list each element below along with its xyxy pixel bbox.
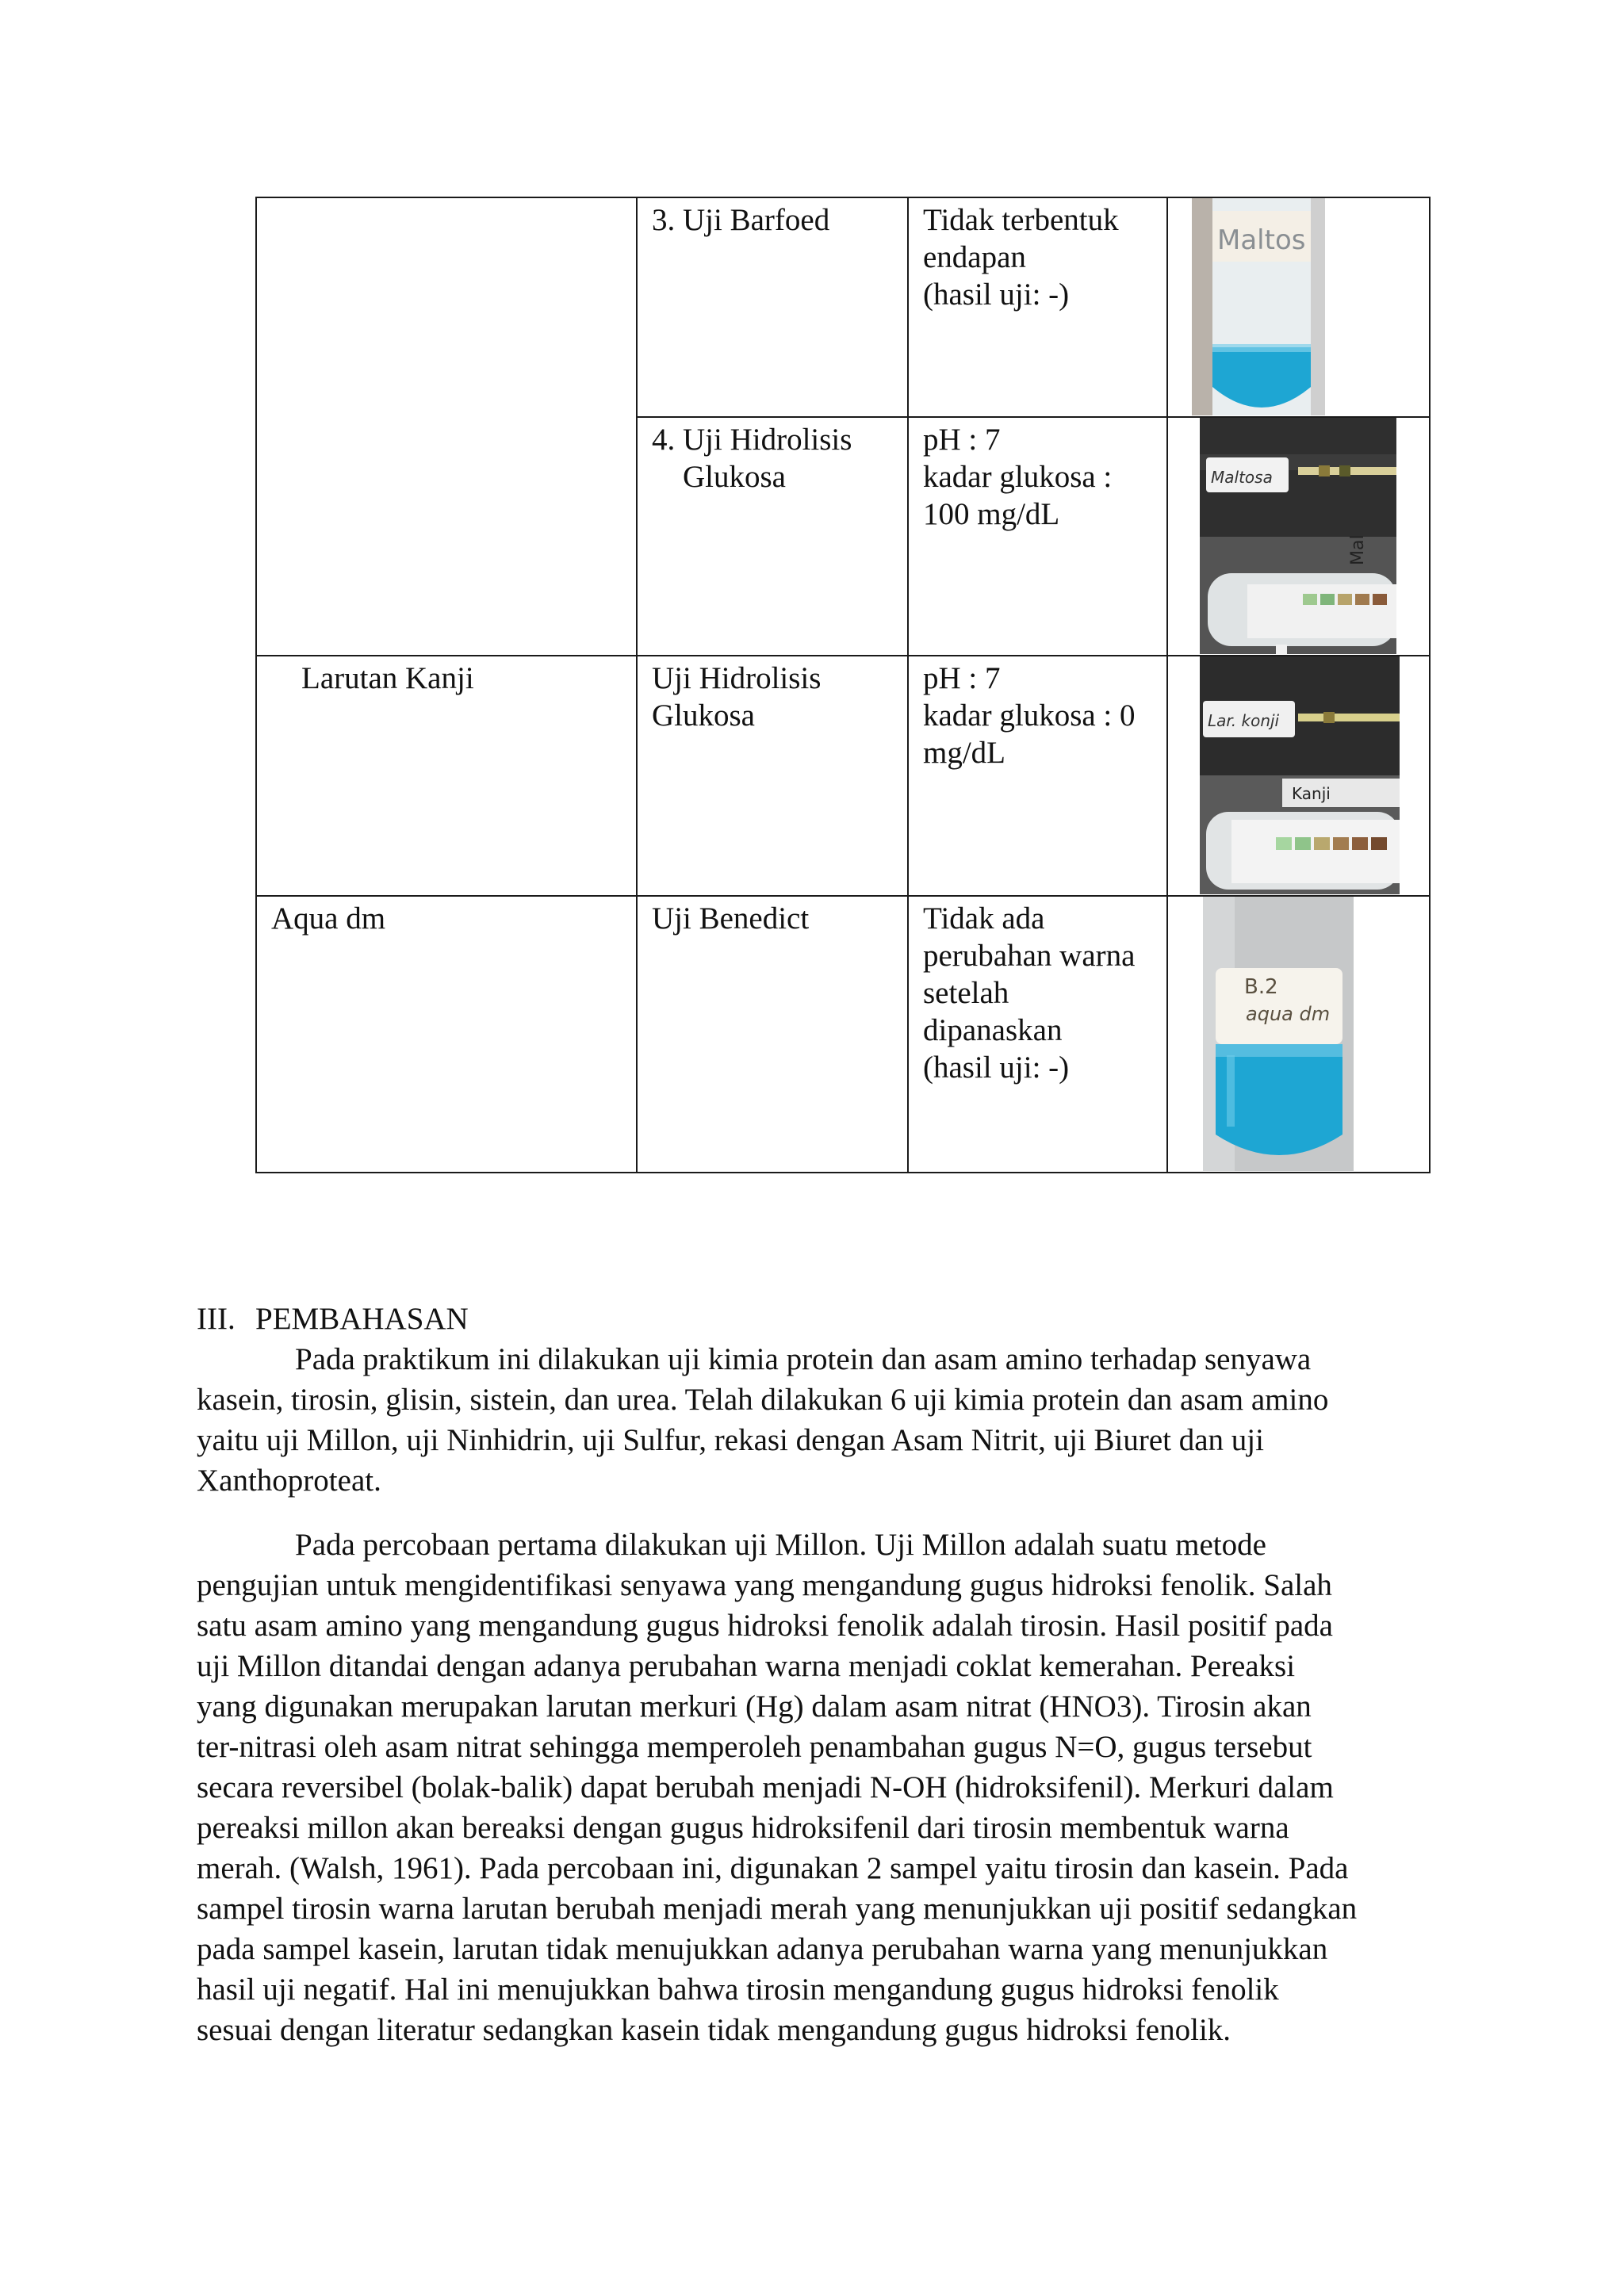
result-cell — [908, 656, 1167, 896]
test-number: 4. — [652, 423, 676, 457]
text-line: sampel tirosin warna larutan berubah menjadi merah yang menunjukkan uji positif sedangkan — [197, 1892, 1358, 1926]
tube-label-text: aqua dm — [1246, 1003, 1331, 1025]
text-line: secara reversibel (bolak-balik) dapat berubah menjadi N-OH (hidroksifenil). Merkuri dalam — [197, 1770, 1334, 1804]
test-tube-photo-aqua-dm-benedict — [1203, 897, 1354, 1171]
text-line: pengujian untuk mengidentifikasi senyawa yang mengandung gugus hidroksi fenolik. Salah — [197, 1568, 1332, 1602]
section-title: PEMBAHASAN — [255, 1302, 469, 1336]
result-cell — [908, 896, 1167, 1173]
result-line: mg/dL — [923, 736, 1005, 770]
photo-cell — [1167, 197, 1430, 417]
strip-label-text-2: Mal — [1348, 534, 1368, 565]
test-name: Uji Barfoed — [683, 203, 830, 237]
strip-label-text: Lar. konji — [1208, 711, 1280, 730]
result-line: dipanaskan — [923, 1013, 1063, 1047]
text-line: pereaksi millon akan bereaksi dengan gugus hidroksifenil dari tirosin membentuk warna — [197, 1811, 1289, 1845]
glucose-strip-photo-maltosa — [1200, 418, 1396, 654]
text-line: Pada percobaan pertama dilakukan uji Millon. Uji Millon adalah suatu metode — [295, 1528, 1266, 1562]
text-line: kasein, tirosin, glisin, sistein, dan urea. Telah dilakukan 6 uji kimia protein dan asam amino — [197, 1383, 1329, 1417]
section-number: III. — [197, 1302, 236, 1336]
result-cell — [908, 417, 1167, 656]
tube-label-text: B.2 — [1244, 975, 1278, 999]
sample-name: Aqua dm — [271, 901, 386, 936]
result-line: kadar glukosa : 0 — [923, 698, 1136, 733]
discussion-paragraph-2 — [197, 1525, 1431, 2050]
table-row — [256, 197, 1430, 417]
glucose-strip-photo-kanji — [1200, 656, 1400, 894]
test-cell — [637, 197, 908, 417]
test-number: 3. — [652, 203, 676, 237]
result-line: pH : 7 — [923, 423, 1001, 457]
result-line: 100 mg/dL — [923, 497, 1060, 531]
discussion-section — [197, 1299, 1431, 2050]
test-name-line: Uji Hidrolisis — [683, 423, 852, 457]
result-line: Tidak terbentuk — [923, 203, 1119, 237]
photo-cell — [1167, 896, 1430, 1173]
result-cell — [908, 197, 1167, 417]
sample-name — [257, 198, 636, 201]
result-line: (hasil uji: -) — [923, 277, 1070, 312]
result-line: endapan — [923, 240, 1026, 274]
test-name-line: Glukosa — [652, 698, 755, 733]
photo-cell — [1167, 656, 1430, 896]
result-line: (hasil uji: -) — [923, 1050, 1070, 1085]
sample-cell — [256, 197, 637, 656]
table-row — [256, 656, 1430, 896]
result-line: perubahan warna — [923, 939, 1136, 973]
text-line: satu asam amino yang mengandung gugus hidroksi fenolik adalah tirosin. Hasil positif pada — [197, 1609, 1333, 1643]
test-name-line: Glukosa — [683, 460, 786, 494]
text-line: yang digunakan merupakan larutan merkuri (Hg) dalam asam nitrat (HNO3). Tirosin akan — [197, 1689, 1312, 1724]
tube-label-text: Maltos — [1217, 224, 1306, 256]
sample-cell — [256, 656, 637, 896]
text-line: uji Millon ditandai dengan adanya perubahan warna menjadi coklat kemerahan. Pereaksi — [197, 1649, 1296, 1683]
test-name: Uji Benedict — [652, 901, 810, 936]
text-line: Xanthoproteat. — [197, 1464, 381, 1498]
result-line: pH : 7 — [923, 661, 1001, 695]
result-line: kadar glukosa : — [923, 460, 1113, 494]
strip-label-text-2: Kanji — [1292, 784, 1331, 803]
test-name-line: Uji Hidrolisis — [652, 661, 822, 695]
test-cell — [637, 896, 908, 1173]
test-cell — [637, 417, 908, 656]
text-line: Pada praktikum ini dilakukan uji kimia protein dan asam amino terhadap senyawa — [295, 1342, 1312, 1376]
text-line: pada sampel kasein, larutan tidak menujukkan adanya perubahan warna yang menunjukkan — [197, 1932, 1328, 1966]
text-line: ter-nitrasi oleh asam nitrat sehingga memperoleh penambahan gugus N=O, gugus tersebut — [197, 1730, 1312, 1764]
text-line: sesuai dengan literatur sedangkan kasein tidak mengandung gugus hidroksi fenolik. — [197, 2013, 1231, 2047]
text-line: hasil uji negatif. Hal ini menujukkan bahwa tirosin mengandung gugus hidroksi fenolik — [197, 1973, 1279, 2007]
strip-label-text: Maltosa — [1211, 468, 1273, 487]
results-table — [255, 197, 1431, 1173]
test-cell — [637, 656, 908, 896]
text-line: merah. (Walsh, 1961). Pada percobaan ini, digunakan 2 sampel yaitu tirosin dan kasein. Pada — [197, 1851, 1349, 1885]
sample-cell — [256, 896, 637, 1173]
discussion-paragraph-1 — [197, 1339, 1431, 1501]
photo-cell — [1167, 417, 1430, 656]
text-line: yaitu uji Millon, uji Ninhidrin, uji Sulfur, rekasi dengan Asam Nitrit, uji Biuret dan uji — [197, 1423, 1264, 1457]
section-heading — [197, 1299, 1431, 1339]
result-line: Tidak ada — [923, 901, 1045, 936]
result-line: setelah — [923, 976, 1009, 1010]
table-row — [256, 896, 1430, 1173]
sample-name: Larutan Kanji — [301, 661, 474, 695]
test-tube-photo-maltosa-barfoed — [1192, 198, 1325, 415]
